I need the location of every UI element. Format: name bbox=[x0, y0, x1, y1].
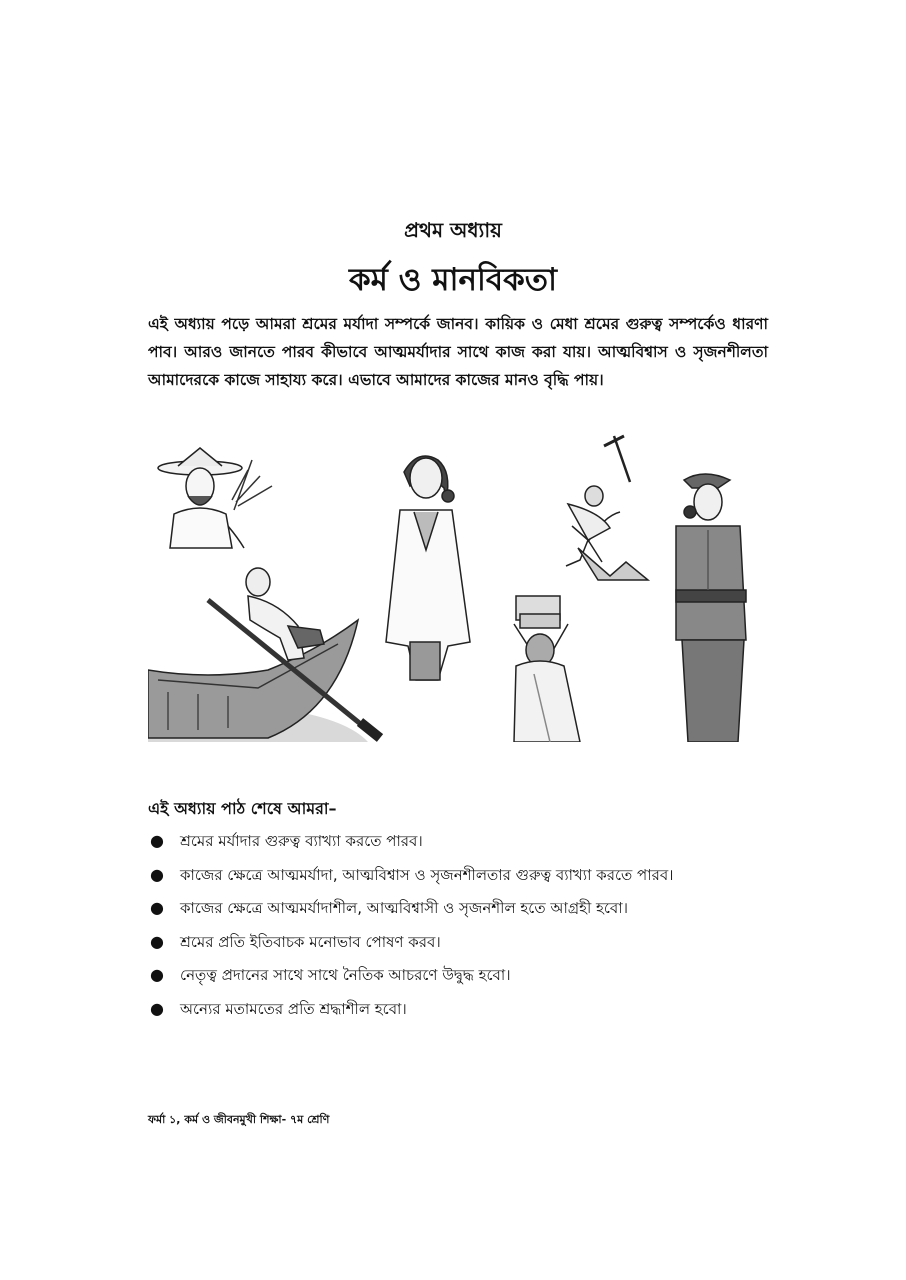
list-item bbox=[148, 927, 768, 961]
objectives-list bbox=[148, 826, 768, 1028]
farmer-figure bbox=[158, 448, 272, 548]
police-officer-figure bbox=[676, 474, 746, 742]
objective-text: শ্রমের মর্যাদার গুরুত্ব ব্যাখ্যা করতে পারব। bbox=[180, 832, 423, 850]
bullet-icon: ● bbox=[150, 898, 164, 918]
chapter-label: প্রথম অধ্যায় bbox=[404, 218, 502, 242]
objective-text: কাজের ক্ষেত্রে আত্মমর্যাদা, আত্মবিশ্বাস ও সৃজনশীলতার গুরুত্ব ব্যাখ্যা করতে পারব। bbox=[180, 865, 674, 884]
doctor-figure bbox=[386, 456, 470, 680]
bullet-icon: ● bbox=[150, 931, 164, 951]
boat-figure bbox=[148, 568, 380, 738]
list-item bbox=[148, 994, 768, 1028]
objective-text: শ্রমের প্রতি ইতিবাচক মনোভাব পোষণ করব। bbox=[180, 932, 441, 951]
list-item bbox=[148, 826, 768, 860]
objective-text: অন্যের মতামতের প্রতি শ্রদ্ধাশীল হবো। bbox=[180, 999, 407, 1018]
bullet-icon: ● bbox=[150, 831, 164, 850]
list-item bbox=[148, 893, 768, 927]
objectives-heading: এই অধ্যায় পাঠ শেষে আমরা– bbox=[148, 799, 337, 818]
workers-illustration bbox=[148, 430, 758, 742]
list-item bbox=[148, 860, 768, 894]
intro-paragraph: এই অধ্যায় পড়ে আমরা শ্রমের মর্যাদা সম্পর্কে জানব। কায়িক ও মেধা শ্রমের গুরুত্ব সম্পর্কেও ধারণা পাব। আরও জানতে পারব কীভাবে আত্মমর্যাদার সাথে কাজ করা যায়। আত্মবিশ্বাস ও সৃজনশীলতা আমাদেরকে কাজে সাহায্য করে। এভাবে আমাদের কাজের মানও বৃদ্ধি পায়। bbox=[148, 315, 768, 389]
objective-text: কাজের ক্ষেত্রে আত্মমর্যাদাশীল, আত্মবিশ্বাসী ও সৃজনশীল হতে আগ্রহী হবো। bbox=[180, 899, 628, 918]
objective-text: নেতৃত্ব প্রদানের সাথে সাথে নৈতিক আচরণে উদ্বুদ্ধ হবো। bbox=[180, 966, 511, 985]
list-item bbox=[148, 960, 768, 994]
bullet-icon: ● bbox=[150, 998, 164, 1018]
stone-breaker-figure bbox=[566, 436, 648, 580]
brick-carrier-figure bbox=[514, 596, 580, 742]
chapter-title: কর্ম ও মানবিকতা bbox=[348, 262, 558, 298]
page-footer: ফর্মা ১, কর্ম ও জীবনমুখী শিক্ষা- ৭ম শ্রেণি bbox=[148, 1113, 330, 1126]
bullet-icon: ● bbox=[150, 864, 164, 884]
bullet-icon: ● bbox=[150, 965, 164, 985]
